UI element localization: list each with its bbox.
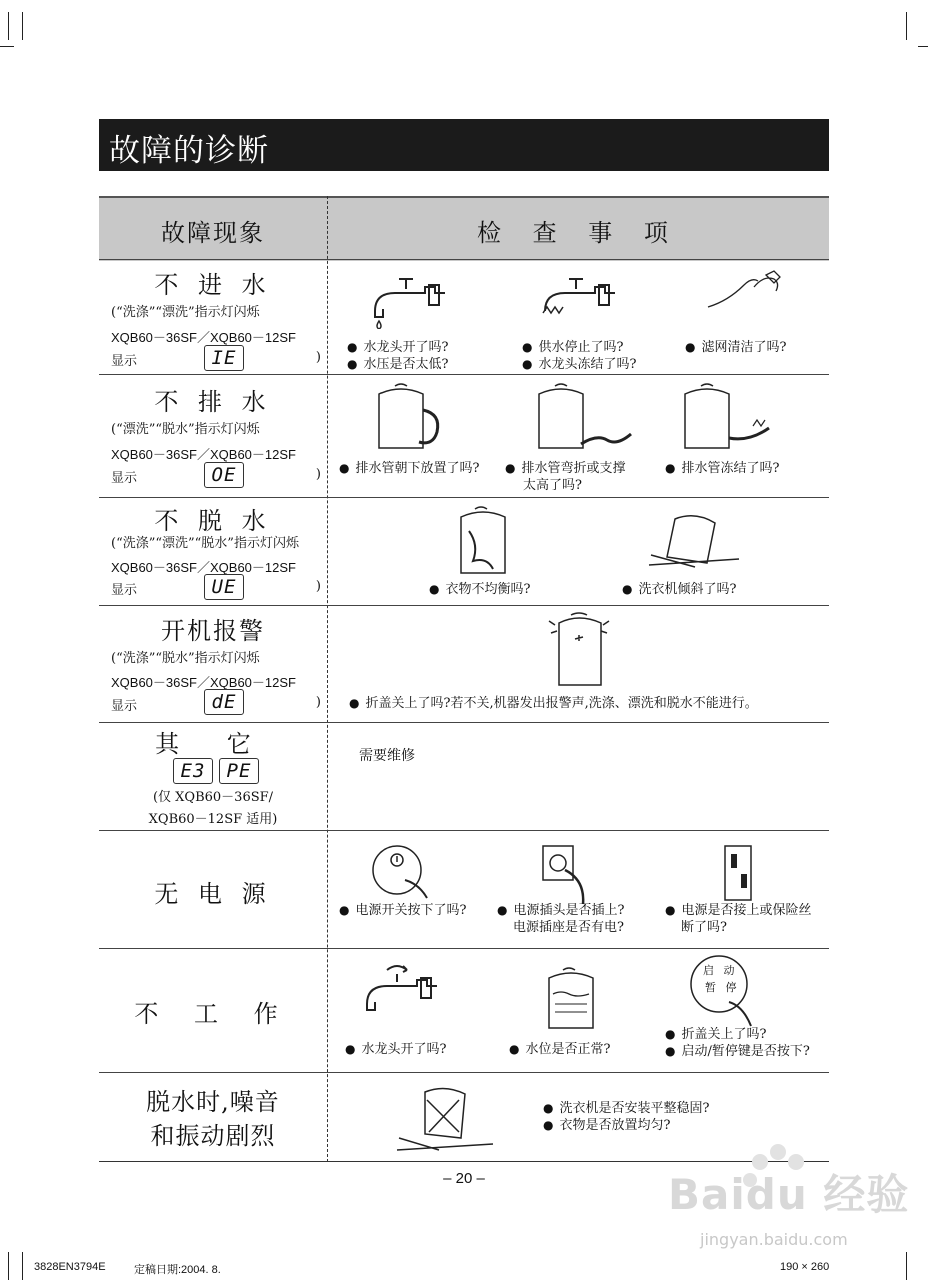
washer-hose-bent-icon xyxy=(531,380,635,452)
crop-mark xyxy=(22,12,23,40)
symptom-title: 不 工 作 xyxy=(134,1000,292,1028)
symptom-title: 不 进 水 xyxy=(154,271,272,299)
section-title-bar xyxy=(99,119,829,171)
faucet-drip-icon xyxy=(369,271,451,329)
check-item: ● 洗衣机倾斜了吗? xyxy=(622,582,737,597)
start-button-label: 启 动 xyxy=(703,964,738,977)
symptom-title: 开机报警 xyxy=(161,617,265,645)
washer-alarm-icon xyxy=(545,609,615,689)
indicator-note: (“洗涤”“漂洗”指示灯闪烁 xyxy=(111,305,260,320)
error-code-display: dE xyxy=(204,689,244,715)
symptom-title: 其 它 xyxy=(155,730,271,758)
check-item: ● 水位是否正常? xyxy=(509,1042,611,1057)
display-label: 显示 xyxy=(111,699,138,714)
error-code-display: OE xyxy=(204,462,244,488)
symptom-title: 不 排 水 xyxy=(154,388,272,416)
footer-doc-code: 3828EN3794E xyxy=(34,1261,106,1273)
model-number: XQB60－36SF／XQB60－12SF xyxy=(111,330,296,345)
washer-hose-down-icon xyxy=(371,380,451,452)
symptom-title: 和振动剧烈 xyxy=(150,1122,276,1150)
check-item: ● 排水管朝下放置了吗? xyxy=(339,461,480,476)
crop-mark xyxy=(22,1252,23,1280)
error-code-display: E3 xyxy=(173,758,213,784)
display-label: 显示 xyxy=(111,471,138,486)
paren: ) xyxy=(315,467,321,482)
faucet-frozen-icon xyxy=(539,271,621,321)
crop-mark xyxy=(8,1252,9,1280)
error-code-display: UE xyxy=(204,574,244,600)
check-item: ● 水龙头开了吗? ● 水压是否太低? xyxy=(347,340,449,372)
footer-page-size: 190 × 260 xyxy=(780,1261,830,1273)
paren: ) xyxy=(315,350,321,365)
baidu-watermark xyxy=(660,1140,920,1275)
crop-mark xyxy=(918,46,928,47)
symptom-title: 无 电 源 xyxy=(154,880,272,908)
faucet-turn-icon xyxy=(361,960,443,1020)
model-number: XQB60－36SF／XQB60－12SF xyxy=(111,560,296,575)
applicability-note: (仅 XQB60－36SF/ xyxy=(152,790,274,805)
table-header xyxy=(99,196,829,261)
symptom-title: 不 脱 水 xyxy=(154,507,272,535)
check-item: ● 电源是否接上或保险丝 断了吗? xyxy=(665,903,812,935)
applicability-note: XQB60－12SF 适用) xyxy=(148,812,278,827)
power-switch-icon xyxy=(369,844,439,904)
table-row xyxy=(99,722,829,830)
diagnosis-table xyxy=(99,196,829,1162)
check-item: ● 电源开关按下了吗? xyxy=(339,903,467,918)
watermark-url: jingyan.baidu.com xyxy=(700,1230,848,1249)
indicator-note: (“漂洗”“脱水”指示灯闪烁 xyxy=(111,422,260,437)
check-item: ● 折盖关上了吗?若不关,机器发出报警声,洗涤、漂洗和脱水不能进行。 xyxy=(349,696,758,711)
crop-mark xyxy=(0,46,14,47)
repair-needed-text: 需要维修 xyxy=(359,748,415,764)
display-label: 显示 xyxy=(111,354,138,369)
washer-water-level-icon xyxy=(543,964,603,1030)
pause-button-label: 暂 停 xyxy=(705,981,740,994)
check-item: ● 排水管冻结了吗? xyxy=(665,461,780,476)
check-item: ● 供水停止了吗? ● 水龙头冻结了吗? xyxy=(522,340,637,372)
error-code-display: PE xyxy=(219,758,259,784)
header-checks: 检 查 事 项 xyxy=(477,219,680,247)
check-item: ● 电源插头是否插上? 电源插座是否有电? xyxy=(497,903,625,935)
crop-mark xyxy=(906,12,907,40)
washer-unbalanced-load-icon xyxy=(455,503,515,577)
indicator-note: (“洗涤”“脱水”指示灯闪烁 xyxy=(111,651,260,666)
table-row xyxy=(99,948,829,1072)
check-item: ● 衣物不均衡吗? xyxy=(429,582,531,597)
header-symptom: 故障现象 xyxy=(161,219,265,247)
table-row xyxy=(99,830,829,948)
fuse-box-icon xyxy=(719,840,759,906)
crop-mark xyxy=(8,12,9,40)
model-number: XQB60－36SF／XQB60－12SF xyxy=(111,447,296,462)
table-row xyxy=(99,374,829,497)
page-title: 故障的诊断 xyxy=(109,133,269,169)
footer-date: 定稿日期:2004. 8. xyxy=(134,1264,221,1276)
paren: ) xyxy=(315,579,321,594)
indicator-note: (“洗涤”“漂洗”“脱水”指示灯闪烁 xyxy=(111,536,299,551)
washer-hose-frozen-icon xyxy=(677,380,781,452)
washer-vibration-icon xyxy=(395,1080,495,1156)
table-row xyxy=(99,497,829,605)
table-row xyxy=(99,605,829,722)
display-label: 显示 xyxy=(111,583,138,598)
check-item: ● 排水管弯折或支撑 太高了吗? xyxy=(505,461,626,493)
table-row xyxy=(99,259,829,374)
washer-tilted-icon xyxy=(645,509,745,571)
error-code-display: IE xyxy=(204,345,244,371)
check-item: ● 洗衣机是否安装平整稳固? ● 衣物是否放置均匀? xyxy=(543,1101,710,1133)
symptom-title: 脱水时,噪音 xyxy=(146,1088,280,1116)
filter-cleaning-icon xyxy=(704,267,794,315)
check-item: ● 水龙头开了吗? xyxy=(345,1042,447,1057)
paren: ) xyxy=(315,695,321,710)
check-item: ● 滤网清洁了吗? xyxy=(685,340,787,355)
power-plug-icon xyxy=(535,840,605,906)
page-number: – 20 – xyxy=(443,1170,485,1187)
watermark-logo: Baidu 经验 xyxy=(668,1170,910,1219)
check-item: ● 折盖关上了吗? ● 启动/暂停键是否按下? xyxy=(665,1027,810,1059)
model-number: XQB60－36SF／XQB60－12SF xyxy=(111,675,296,690)
